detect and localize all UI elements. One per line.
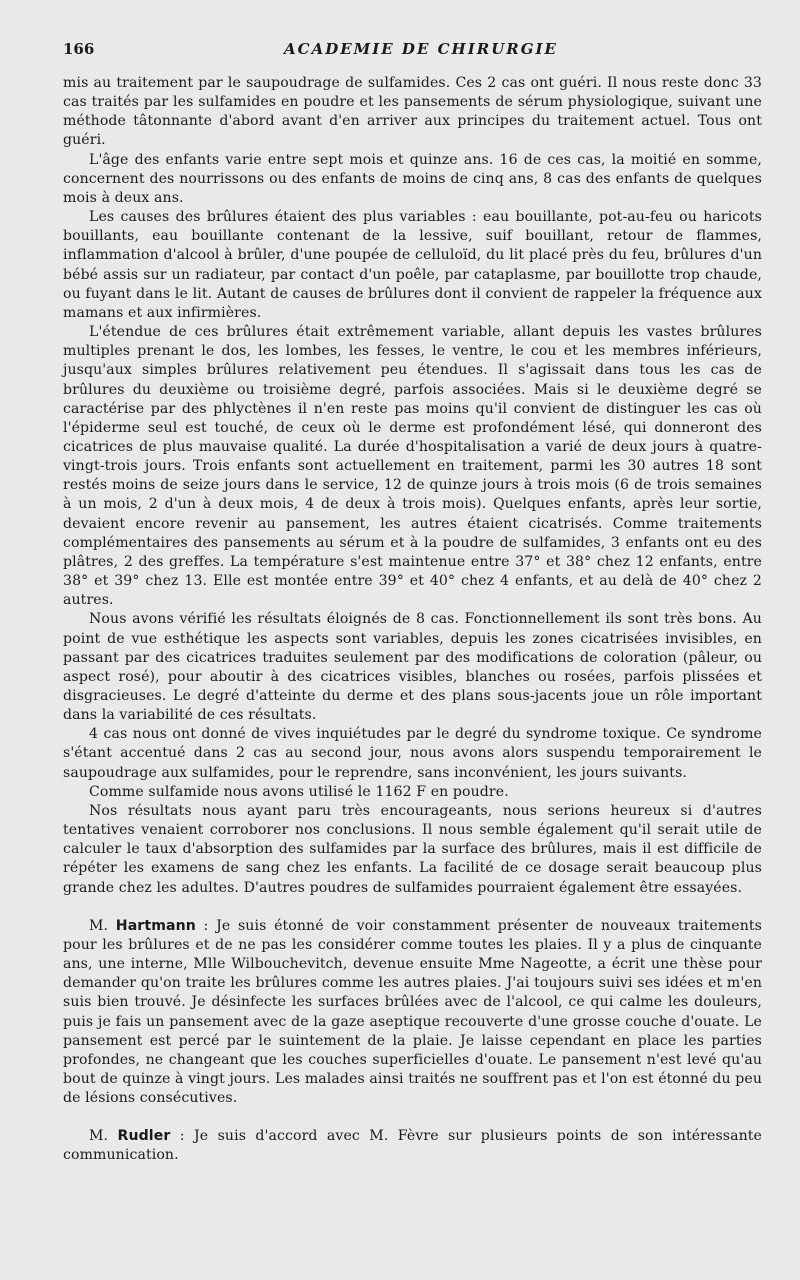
paragraph: Nos résultats nous ayant paru très encourageants, nous serions heureux si d'autres tentatives venaient corroborer nos conclusions. Il nous semble également qu'il serait utile de calculer le taux d'absorption des sulfamides par la surface des brûlures, mais il est difficile de répéter les examens de sang chez les enfants. La facilité de ce dosage serait beaucoup plus grande chez les adultes. D'autres poudres de sulfamides pourraient également être essayées.	[63, 802, 762, 896]
speaker-remark: : Je suis d'accord avec M. Fèvre sur plusieurs points de son intéressante communication.	[63, 1128, 762, 1164]
paragraph: L'étendue de ces brûlures était extrêmement variable, allant depuis les vastes brûlures multiples prenant le dos, les lombes, les fesses, le ventre, le cou et les membres inférieurs, jusqu'aux simples brûlures relativement peu étendues. Il s'agissait dans tous les cas de brûlures du deuxième ou troisième degré, parfois associées. Mais si le deuxième degré se caractérise par des phlyctènes il n'en reste pas moins qu'il convient de distinguer les cas où l'épiderme seul est touché, de ceux où le derme est profondément lésé, qui donneront des cicatrices de plus mauvaise qualité. La durée d'hospitalisation a varié de deux jours à quatre-vingt-trois jours. Trois enfants sont actuellement en traitement, parmi les 30 autres 18 sont restés moins de seize jours dans le service, 12 de quinze jours à trois mois (6 de trois semaines à un mois, 2 d'un à deux mois, 4 de deux à trois mois). Quelques enfants, après leur sortie, devaient encore revenir au pansement, les autres étaient cicatrisés. Comme traitements complémentaires des pansements au sérum et à la poudre de sulfamides, 3 enfants ont eu des plâtres, 2 des greffes. La température s'est maintenue entre 37° et 38° chez 12 enfants, entre 38° et 39° chez 13. Elle est montée entre 39° et 40° chez 4 enfants, et au delà de 40° chez 2 autres.	[63, 324, 762, 609]
paragraph: Comme sulfamide nous avons utilisé le 1162 F en poudre.	[89, 783, 509, 800]
running-title: ACADEMIE DE CHIRURGIE	[284, 40, 558, 58]
discussion-hartmann	[63, 917, 762, 1109]
discussion-rudler	[63, 1127, 762, 1165]
speaker-remark: : Je suis étonné de voir constamment présenter de nouveaux traitements pour les brûlures et de ne pas les considérer comme toutes les plaies. Il y a plus de cinquante ans, une interne, Mlle Wilbouchevitch, devenue ensuite Mme Nageotte, a écrit une thèse pour demander qu'on traite les brûlures comme les autres plaies. J'ai toujours suivi ses idées et m'en suis bien trouvé. Je désinfecte les surfaces brûlées avec de l'alcool, ce qui calme les douleurs, puis je fais un pansement avec de la gaze aseptique recouverte d'une grosse couche d'ouate. Le pansement est percé par le suintement de la plaie. Je laisse cependant en place les parties profondes, ne changeant que les couches superficielles d'ouate. Le pansement n'est levé qu'au bout de quinze à vingt jours. Les malades ainsi traités ne souffrent pas et l'on est étonné du peu de lésions consécutives.	[63, 917, 762, 1107]
speaker-name: Rudler	[117, 1128, 171, 1145]
speaker-prefix: M.	[89, 1128, 118, 1145]
paragraph: L'âge des enfants varie entre sept mois et quinze ans. 16 de ces cas, la moitié en somme, concernent des nourrissons ou des enfants de moins de cinq ans, 8 cas des enfants de quelques mois à deux ans.	[63, 151, 762, 206]
speaker-prefix: M.	[89, 917, 116, 934]
paragraph: Les causes des brûlures étaient des plus variables : eau bouillante, pot-au-feu ou haricots bouillants, eau bouillante contenant de la lessive, suif bouillant, retour de flammes, inflammation d'alcool à brûler, d'une poupée de celluloïd, du lit placé près du feu, brûlures d'un bébé assis sur un radiateur, par contact d'un poêle, par cataplasme, par bouillotte trop chaude, ou fuyant dans le lit. Autant de causes de brûlures dont il convient de rappeler la fréquence aux mamans et aux infirmières.	[63, 209, 762, 321]
paragraph: mis au traitement par le saupoudrage de sulfamides. Ces 2 cas ont guéri. Il nous reste donc 33 cas traités par les sulfamides en poudre et les pansements de sérum physiologique, suivant une méthode tâtonnante d'abord avant d'en arriver aux principes du traitement actuel. Tous ont guéri.	[63, 75, 762, 149]
paragraph: Nous avons vérifié les résultats éloignés de 8 cas. Fonctionnellement ils sont très bons. Au point de vue esthétique les aspects sont variables, depuis les zones cicatrisées invisibles, en passant par des cicatrices traduites seulement par des modifications de coloration (pâleur, ou aspect rosé), pour aboutir à des cicatrices visibles, blanches ou rosées, parfois plissées et disgracieuses. Le degré d'atteinte du derme et des plans sous-jacents joue un rôle important dans la variabilité de ces résultats.	[63, 611, 762, 724]
speaker-name: Hartmann	[115, 917, 196, 934]
paragraph: 4 cas nous ont donné de vives inquiétudes par le degré du syndrome toxique. Ce syndrome s'étant accentué dans 2 cas au second jour, nous avons alors suspendu temporairement le saupoudrage aux sulfamides, pour le reprendre, sans inconvénient, les jours suivants.	[63, 726, 762, 781]
article-body	[63, 74, 762, 1166]
page-header	[63, 40, 762, 72]
page-number: 166	[63, 40, 95, 58]
